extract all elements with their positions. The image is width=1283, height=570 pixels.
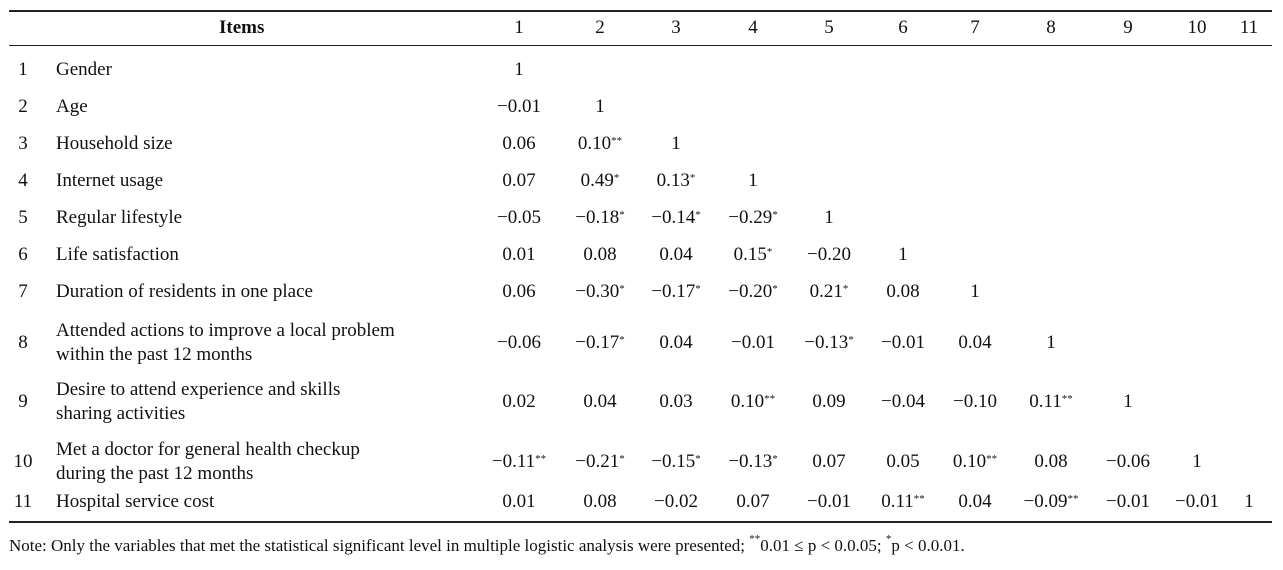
correlation-value (636, 132, 716, 156)
significance-marker: ** (764, 393, 776, 405)
value-text: 0.03 (659, 391, 693, 412)
row-label: Regular lifestyle (56, 207, 183, 228)
correlation-value (479, 450, 559, 474)
row-label: Gender (56, 59, 112, 80)
value-text: −0.17 (651, 281, 696, 302)
row-index: 3 (18, 133, 28, 154)
value-text: 0.04 (958, 332, 992, 353)
table-row (9, 132, 1272, 156)
correlation-value (636, 206, 716, 230)
correlation-value (713, 243, 793, 267)
correlation-value (789, 280, 869, 304)
correlation-value (713, 169, 793, 193)
value-text: 0.08 (1034, 451, 1068, 472)
correlation-value (1011, 450, 1091, 474)
row-index: 7 (18, 281, 28, 302)
correlation-value (713, 390, 793, 414)
value-text: 0.11 (1029, 391, 1062, 412)
value-text: 0.07 (812, 451, 846, 472)
correlation-value (863, 243, 943, 267)
correlation-value (1088, 450, 1168, 474)
header-col-1: 1 (514, 17, 524, 38)
correlation-value (560, 331, 640, 355)
significance-marker: * (619, 283, 625, 295)
correlation-value (560, 490, 640, 514)
value-text: 1 (595, 96, 605, 117)
correlation-value (479, 390, 559, 414)
row-label: Age (56, 96, 88, 117)
table-row (9, 58, 1272, 82)
correlation-value (863, 450, 943, 474)
table-row (9, 319, 1272, 367)
value-text: 0.49 (580, 170, 614, 191)
correlation-value (1209, 490, 1283, 514)
value-text: 1 (514, 59, 524, 80)
significance-marker: * (689, 172, 696, 184)
significance-marker: ** (986, 453, 998, 465)
value-text: 0.13 (656, 170, 690, 191)
correlation-value (713, 206, 793, 230)
significance-marker: * (695, 209, 701, 221)
correlation-value (935, 490, 1015, 514)
value-text: 1 (671, 133, 681, 154)
value-text: 0.04 (659, 332, 693, 353)
value-text: −0.02 (654, 491, 698, 512)
value-text: −0.21 (575, 451, 620, 472)
correlation-value (479, 206, 559, 230)
row-label: Internet usage (56, 170, 164, 191)
row-index: 2 (18, 96, 28, 117)
correlation-value (560, 132, 640, 156)
header-col-3: 3 (671, 17, 681, 38)
row-label: sharing activities (56, 403, 186, 424)
value-text: 0.10 (577, 133, 612, 154)
correlation-value (713, 280, 793, 304)
significance-marker: * (772, 283, 778, 295)
value-text: −0.20 (807, 244, 851, 265)
value-text: 0.01 (502, 491, 536, 512)
row-label: within the past 12 months (56, 344, 253, 365)
correlation-value (636, 450, 716, 474)
value-text: −0.09 (1023, 491, 1068, 512)
correlation-value (1088, 490, 1168, 514)
correlation-value (789, 450, 869, 474)
correlation-value (789, 206, 869, 230)
significance-marker: * (619, 334, 625, 346)
correlation-value (1011, 390, 1091, 414)
correlation-value (479, 243, 559, 267)
row-index: 5 (18, 207, 28, 228)
correlation-value (863, 490, 943, 514)
value-text: 0.04 (958, 491, 992, 512)
value-text: −0.14 (651, 207, 696, 228)
value-text: −0.04 (881, 391, 925, 412)
significance-marker: ** (913, 493, 925, 505)
table-row (9, 169, 1272, 193)
correlation-value (560, 95, 640, 119)
correlation-value (863, 331, 943, 355)
row-index: 11 (13, 491, 33, 512)
value-text: 1 (970, 281, 980, 302)
significance-marker: ** (1067, 493, 1079, 505)
table-row (9, 206, 1272, 230)
significance-marker: * (695, 283, 701, 295)
value-text: −0.01 (731, 332, 775, 353)
value-text: −0.15 (651, 451, 696, 472)
table-row (9, 95, 1272, 119)
row-index: 8 (18, 332, 28, 353)
value-text: −0.05 (497, 207, 541, 228)
value-text: 1 (1192, 451, 1202, 472)
row-label: Desire to attend experience and skills (56, 379, 341, 400)
significance-marker: * (772, 209, 778, 221)
value-text: 0.06 (502, 281, 536, 302)
value-text: −0.20 (728, 281, 773, 302)
significance-marker: * (619, 453, 625, 465)
header-col-10: 10 (1187, 17, 1207, 38)
header-col-5: 5 (824, 17, 834, 38)
correlation-value (935, 280, 1015, 304)
correlation-value (560, 450, 640, 474)
value-text: 0.02 (502, 391, 536, 412)
correlation-value (789, 331, 869, 355)
value-text: 0.08 (886, 281, 920, 302)
value-text: −0.17 (575, 332, 620, 353)
value-text: 0.08 (583, 491, 617, 512)
value-text: −0.18 (575, 207, 620, 228)
correlation-value (935, 450, 1015, 474)
correlation-value (789, 243, 869, 267)
value-text: 1 (1244, 491, 1254, 512)
row-index: 10 (13, 451, 33, 472)
table-row (9, 490, 1272, 514)
significance-marker: * (695, 453, 701, 465)
value-text: 1 (898, 244, 908, 265)
significance-marker: * (766, 246, 773, 258)
significance-marker: * (772, 453, 778, 465)
significance-marker: * (848, 334, 854, 346)
bottom-rule (9, 521, 1272, 523)
value-text: −0.10 (953, 391, 997, 412)
correlation-value (636, 243, 716, 267)
header-col-9: 9 (1123, 17, 1133, 38)
value-text: 0.11 (881, 491, 914, 512)
correlation-value (1011, 490, 1091, 514)
header-col-2: 2 (595, 17, 605, 38)
correlation-value (1157, 450, 1237, 474)
correlation-value (863, 280, 943, 304)
table-row (9, 243, 1272, 267)
correlation-value (713, 331, 793, 355)
value-text: 0.09 (812, 391, 846, 412)
correlation-value (713, 490, 793, 514)
value-text: 0.10 (730, 391, 765, 412)
row-label: Life satisfaction (56, 244, 179, 265)
value-text: 0.21 (809, 281, 843, 302)
significance-marker: ** (1061, 393, 1073, 405)
header-rule (9, 45, 1272, 46)
value-text: 1 (1123, 391, 1133, 412)
table-row (9, 378, 1272, 426)
correlation-value (636, 390, 716, 414)
significance-marker: ** (535, 453, 547, 465)
correlation-value (1088, 390, 1168, 414)
value-text: 0.06 (502, 133, 536, 154)
value-text: 0.10 (952, 451, 987, 472)
row-label: Attended actions to improve a local problem (56, 320, 395, 341)
correlation-value (713, 450, 793, 474)
correlation-value (479, 132, 559, 156)
value-text: 1 (748, 170, 758, 191)
value-text: −0.13 (728, 451, 773, 472)
significance-marker: * (619, 209, 625, 221)
correlation-value (636, 169, 716, 193)
value-text: 0.05 (886, 451, 920, 472)
correlation-value (636, 490, 716, 514)
correlation-value (636, 280, 716, 304)
value-text: −0.30 (575, 281, 620, 302)
header-col-11: 11 (1239, 17, 1259, 38)
table-note: Note: Only the variables that met the statistical significant level in multiple logistic analysis were presented; **0.01 ≤ p < 0.0.05; *p < 0.0.01. (9, 533, 965, 555)
correlation-value (479, 490, 559, 514)
row-label: Met a doctor for general health checkup (56, 439, 360, 460)
header-col-7: 7 (970, 17, 980, 38)
value-text: −0.01 (807, 491, 851, 512)
value-text: −0.13 (804, 332, 849, 353)
row-index: 6 (18, 244, 28, 265)
correlation-value (479, 280, 559, 304)
significance-marker: ** (611, 135, 623, 147)
significance-marker: * (613, 172, 620, 184)
value-text: −0.06 (497, 332, 541, 353)
value-text: 1 (824, 207, 834, 228)
row-label: during the past 12 months (56, 463, 254, 484)
value-text: 0.07 (502, 170, 536, 191)
correlation-value (636, 331, 716, 355)
row-index: 1 (18, 59, 28, 80)
correlation-value (935, 331, 1015, 355)
header-col-8: 8 (1046, 17, 1056, 38)
correlation-value (560, 169, 640, 193)
row-label: Duration of residents in one place (56, 281, 313, 302)
top-rule (9, 10, 1272, 12)
correlation-value (479, 58, 559, 82)
table-row (9, 438, 1272, 486)
row-label: Hospital service cost (56, 491, 215, 512)
value-text: −0.01 (881, 332, 925, 353)
value-text: 1 (1046, 332, 1056, 353)
value-text: −0.29 (728, 207, 773, 228)
value-text: 0.04 (583, 391, 617, 412)
table-row (9, 280, 1272, 304)
value-text: −0.01 (1175, 491, 1219, 512)
correlation-value (560, 280, 640, 304)
correlation-value (1011, 331, 1091, 355)
value-text: 0.01 (502, 244, 536, 265)
correlation-value (863, 390, 943, 414)
correlation-value (789, 390, 869, 414)
row-label: Household size (56, 133, 173, 154)
significance-marker: * (842, 283, 849, 295)
correlation-value (479, 331, 559, 355)
correlation-value (560, 390, 640, 414)
header-row (9, 16, 1272, 46)
value-text: 0.07 (736, 491, 770, 512)
value-text: 0.04 (659, 244, 693, 265)
row-index: 4 (18, 170, 28, 191)
value-text: −0.11 (491, 451, 536, 472)
header-col-4: 4 (748, 17, 758, 38)
correlation-value (479, 169, 559, 193)
value-text: −0.01 (1106, 491, 1150, 512)
header-col-6: 6 (898, 17, 908, 38)
correlation-value (560, 243, 640, 267)
value-text: −0.01 (497, 96, 541, 117)
row-index: 9 (18, 391, 28, 412)
value-text: 0.08 (583, 244, 617, 265)
correlation-value (560, 206, 640, 230)
correlation-value (789, 490, 869, 514)
correlation-value (935, 390, 1015, 414)
header-items: Items (219, 17, 265, 38)
value-text: 0.15 (733, 244, 767, 265)
value-text: −0.06 (1106, 451, 1150, 472)
correlation-value (479, 95, 559, 119)
